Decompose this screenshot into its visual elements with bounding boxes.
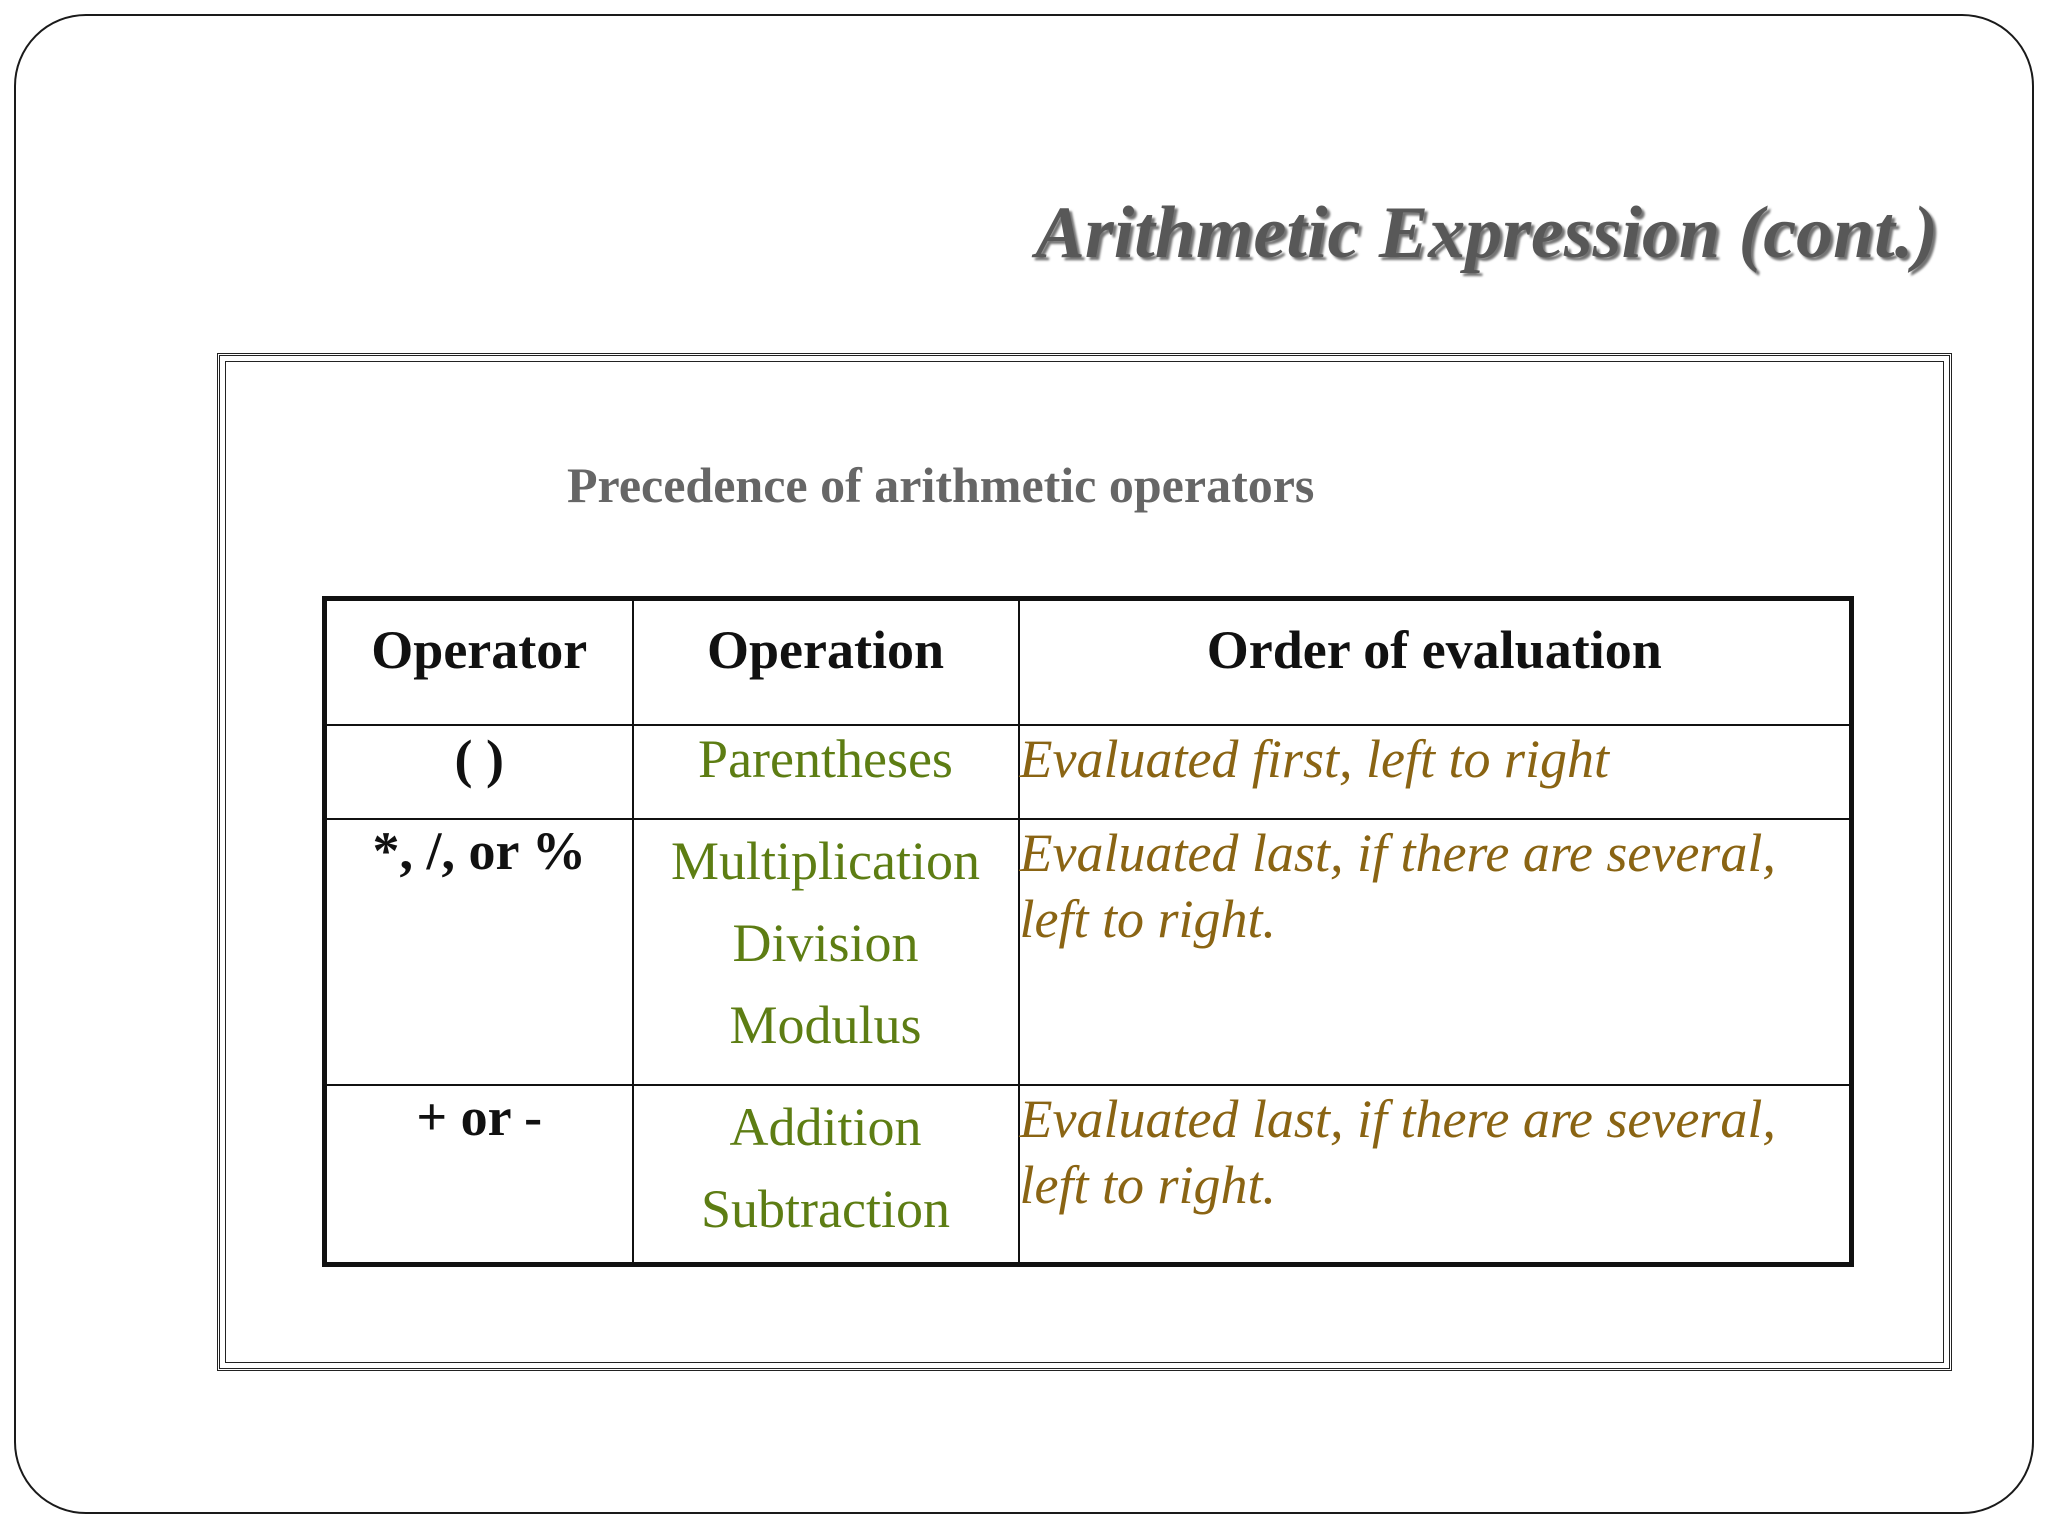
operator-cell: *, /, or % bbox=[325, 819, 633, 1085]
operation-name: Division bbox=[732, 912, 919, 973]
precedence-table bbox=[322, 596, 1854, 1267]
operation-cell bbox=[633, 819, 1019, 1085]
operator-cell: + or - bbox=[325, 1085, 633, 1265]
operation-name: Parentheses bbox=[698, 728, 953, 789]
table-row bbox=[325, 819, 1852, 1085]
operator-cell: ( ) bbox=[325, 725, 633, 819]
order-cell: Evaluated first, left to right bbox=[1019, 725, 1852, 819]
header-operator: Operator bbox=[325, 599, 633, 725]
header-order: Order of evaluation bbox=[1019, 599, 1852, 725]
slide-title: Arithmetic Expression (cont.) bbox=[1035, 192, 1938, 274]
header-operation: Operation bbox=[633, 599, 1019, 725]
operation-cell bbox=[633, 1085, 1019, 1265]
table-row bbox=[325, 725, 1852, 819]
order-cell: Evaluated last, if there are several, left to right. bbox=[1019, 1085, 1852, 1265]
operation-name: Subtraction bbox=[701, 1178, 950, 1239]
table-caption: Precedence of arithmetic operators bbox=[567, 457, 1315, 513]
operation-cell bbox=[633, 725, 1019, 819]
order-cell: Evaluated last, if there are several, left to right. bbox=[1019, 819, 1852, 1085]
table-header-row bbox=[325, 599, 1852, 725]
operation-name: Addition bbox=[729, 1096, 922, 1157]
operation-name: Multiplication bbox=[671, 830, 980, 891]
operation-name: Modulus bbox=[729, 994, 922, 1055]
table-row bbox=[325, 1085, 1852, 1265]
